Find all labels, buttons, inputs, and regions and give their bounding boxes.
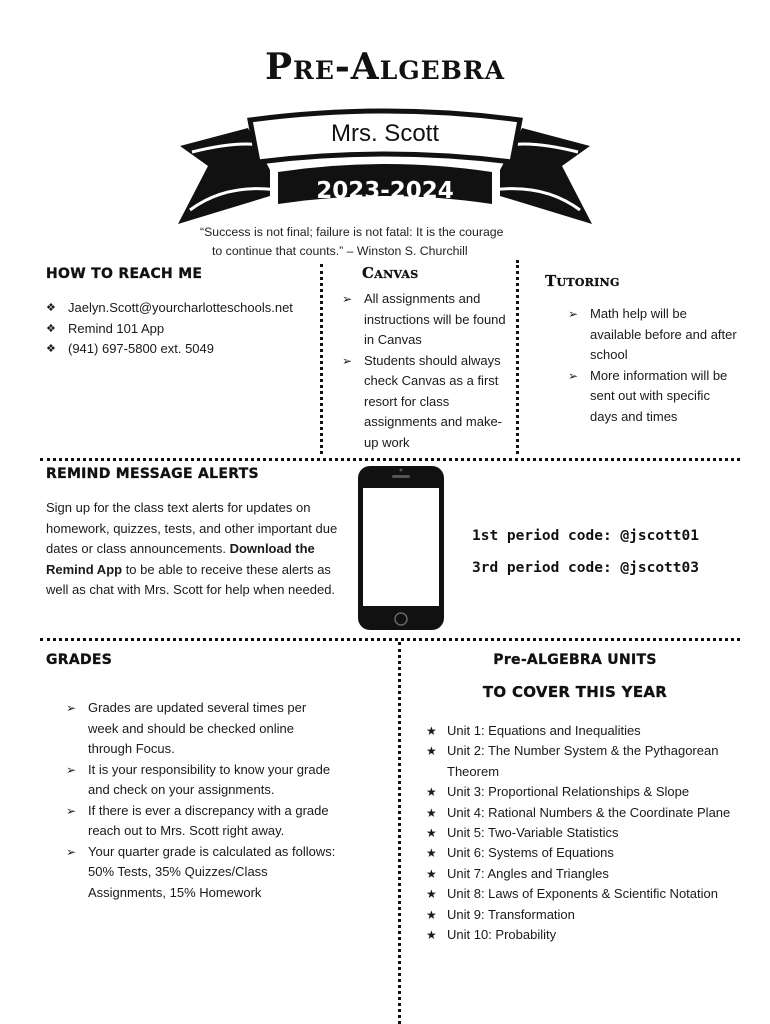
units-heading-1: Pre-ALGEBRA UNITS: [493, 652, 657, 668]
arrow-bullet-icon: ➢: [66, 803, 77, 818]
arrow-bullet-icon: ➢: [66, 701, 77, 715]
list-item: [426, 905, 756, 925]
arrow-bullet-icon: ➢: [342, 353, 353, 368]
list-item: [568, 304, 738, 366]
list-item: [426, 721, 756, 741]
star-bullet-icon: ★: [426, 928, 437, 943]
list-item: [426, 803, 756, 823]
list-item: [426, 782, 756, 802]
unit-text: Unit 3: Proportional Relationships & Slope: [447, 784, 690, 800]
canvas-list: [342, 289, 512, 453]
tutoring-heading: Tutoring: [545, 272, 620, 290]
remind-heading: REMIND MESSAGE ALERTS: [46, 466, 259, 482]
star-bullet-icon: ★: [426, 724, 437, 738]
remind-text-2: to be able to receive these alerts as well as chat with Mrs. Scott for help when needed.: [46, 561, 336, 597]
grades-item-text: Grades are updated several times per week and should be checked online through Focus.: [88, 700, 307, 756]
star-bullet-icon: ★: [426, 785, 437, 800]
reach-list: [46, 298, 316, 360]
unit-text: Unit 4: Rational Numbers & the Coordinate Plane: [447, 804, 731, 820]
list-item: [66, 842, 338, 904]
star-bullet-icon: ★: [426, 846, 437, 861]
unit-text: Unit 9: Transformation: [447, 906, 575, 922]
divider: [40, 638, 740, 641]
divider: [516, 260, 519, 454]
list-item: [426, 925, 756, 945]
star-bullet-icon: ★: [426, 744, 437, 759]
tutoring-item-text: More information will be sent out with specific days and times: [590, 367, 728, 424]
diamond-bullet-icon: ❖: [46, 343, 56, 355]
arrow-bullet-icon: ➢: [568, 368, 579, 383]
grades-item-text: If there is ever a discrepancy with a grade reach out to Mrs. Scott right away.: [88, 802, 329, 838]
list-item: [46, 339, 316, 360]
remind-text-bold: Download the Remind App: [46, 541, 315, 577]
tutoring-list: [568, 304, 738, 427]
teacher-name: Mrs. Scott: [330, 120, 439, 147]
list-item: [426, 741, 756, 782]
period-3-code: 3rd period code: @jscott03: [472, 560, 699, 576]
remind-text-1: Sign up for the class text alerts for updates on homework, quizzes, tests, and other important due dates or class announcements.: [46, 500, 338, 556]
star-bullet-icon: ★: [426, 866, 437, 881]
star-bullet-icon: ★: [426, 826, 437, 841]
diamond-bullet-icon: ❖: [46, 322, 56, 335]
list-item: [66, 760, 338, 801]
list-item: [426, 884, 756, 904]
unit-text: Unit 8: Laws of Exponents & Scientific Notation: [447, 886, 718, 902]
list-item: [46, 298, 316, 319]
period-1-code: 1st period code: @jscott01: [472, 528, 699, 544]
unit-text: Unit 7: Angles and Triangles: [447, 865, 609, 881]
page-title: Pre-Algebra: [264, 46, 506, 88]
arrow-bullet-icon: ➢: [342, 292, 353, 306]
list-item: [342, 351, 512, 454]
divider: [40, 458, 740, 461]
canvas-heading: Canvas: [362, 264, 419, 282]
list-item: [426, 843, 756, 863]
units-list: [426, 721, 756, 945]
remind-text: [46, 498, 338, 601]
unit-text: Unit 5: Two-Variable Statistics: [447, 825, 619, 841]
star-bullet-icon: ★: [426, 805, 437, 820]
grades-heading: GRADES: [46, 652, 113, 668]
unit-text: Unit 2: The Number System & the Pythagorean Theorem: [447, 743, 719, 779]
arrow-bullet-icon: ➢: [66, 844, 77, 859]
grades-item-text: It is your responsibility to know your grade and check on your assignments.: [88, 761, 331, 797]
reach-email[interactable]: Jaelyn.Scott@yourcharlotteschools.net: [68, 300, 293, 315]
list-item: [66, 698, 338, 760]
quote-line-2: to continue that counts.” – Winston S. Churchill: [212, 244, 468, 258]
canvas-item-text: All assignments and instructions will be found in Canvas: [364, 291, 506, 347]
list-item: [426, 823, 756, 843]
grades-list: [66, 698, 338, 903]
unit-text: Unit 6: Systems of Equations: [447, 845, 614, 861]
quote-line-1: “Success is not final; failure is not fatal: It is the courage: [200, 225, 504, 239]
reach-phone: (941) 697-5800 ext. 5049: [68, 341, 214, 356]
reach-heading: HOW TO REACH ME: [46, 266, 203, 282]
grades-item-text: Your quarter grade is calculated as follows: 50% Tests, 35% Quizzes/Class Assignments, 15% Homework: [88, 843, 336, 900]
list-item: [46, 319, 316, 340]
star-bullet-icon: ★: [426, 887, 437, 902]
unit-text: Unit 1: Equations and Inequalities: [447, 723, 641, 738]
star-bullet-icon: ★: [426, 907, 437, 922]
list-item: [66, 801, 338, 842]
diamond-bullet-icon: ❖: [46, 302, 56, 314]
divider: [398, 642, 401, 1024]
tutoring-item-text: Math help will be available before and after school: [590, 306, 737, 362]
list-item: [568, 366, 738, 428]
reach-app: Remind 101 App: [68, 320, 165, 336]
arrow-bullet-icon: ➢: [568, 307, 579, 321]
list-item: [342, 289, 512, 351]
unit-text: Unit 10: Probability: [447, 927, 557, 943]
list-item: [426, 864, 756, 884]
smartphone-icon: [356, 464, 446, 632]
school-year: 2023-2024: [316, 178, 454, 204]
units-heading-2: TO COVER THIS YEAR: [482, 683, 668, 701]
canvas-item-text: Students should always check Canvas as a first resort for class assignments and make-up work: [364, 352, 503, 450]
quote: [200, 223, 570, 261]
arrow-bullet-icon: ➢: [66, 762, 77, 777]
divider: [320, 264, 323, 454]
